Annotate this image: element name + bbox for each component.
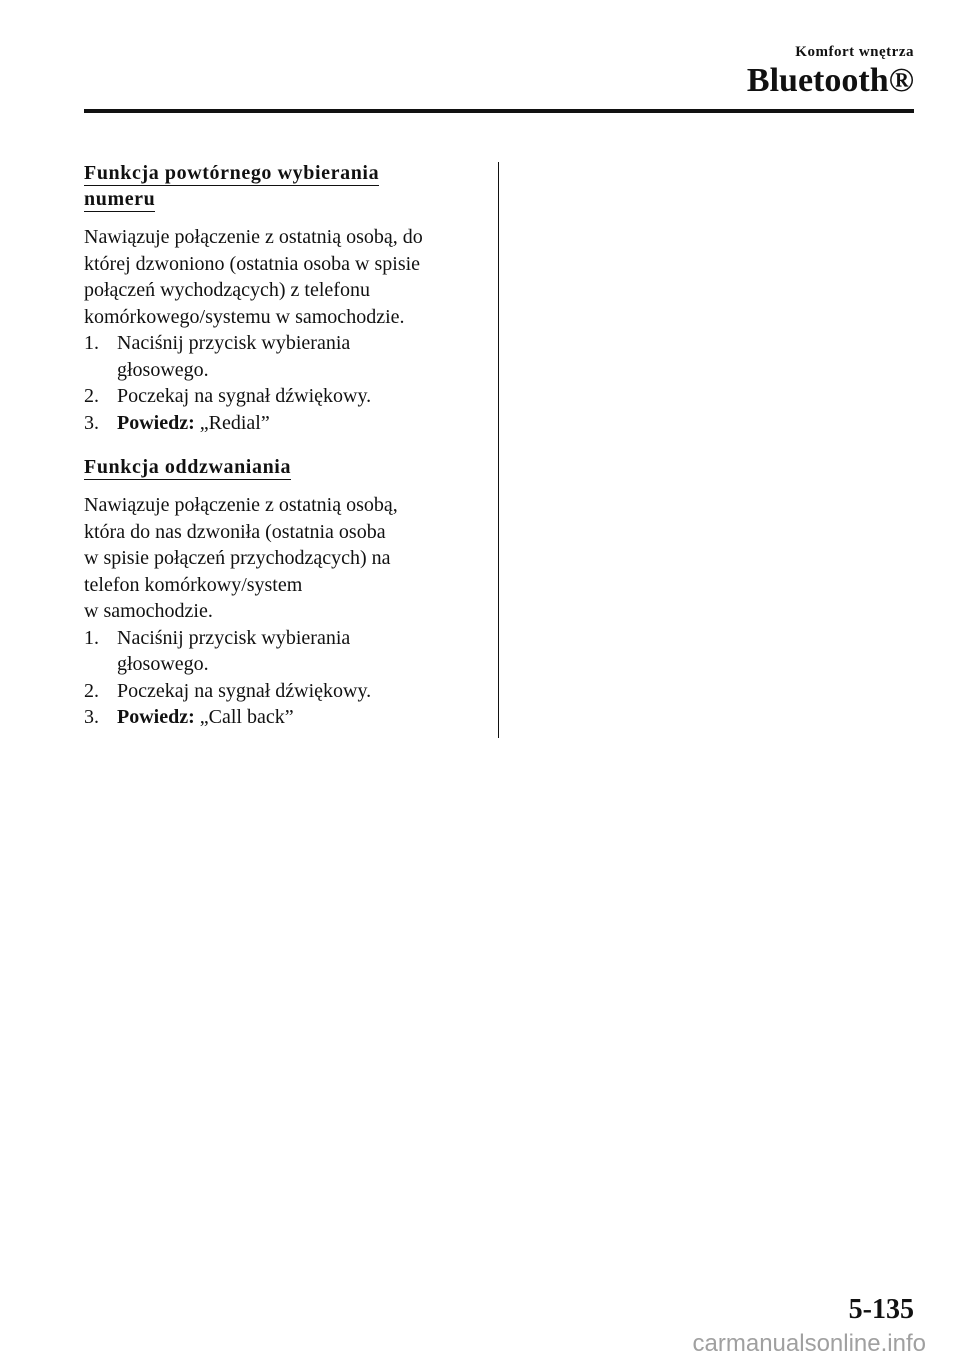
column-divider <box>498 162 499 738</box>
paragraph-line: Nawiązuje połączenie z ostatnią osobą, do <box>84 226 423 248</box>
list-item <box>84 330 484 383</box>
paragraph-line: połączeń wychodzących) z telefonu <box>84 279 370 301</box>
heading-line: Funkcja oddzwaniania <box>84 456 292 478</box>
paragraph-line: Nawiązuje połączenie z ostatnią osobą, <box>84 494 398 516</box>
step-text <box>117 410 484 437</box>
section-redial <box>84 160 484 436</box>
step-number: 2. <box>84 385 99 407</box>
heading-line: numeru <box>84 188 156 210</box>
section-gap <box>84 436 484 454</box>
left-column <box>84 160 484 731</box>
paragraph-line: która do nas dzwoniła (ostatnia osoba <box>84 520 386 543</box>
section-description <box>84 492 484 625</box>
header-section-label: Komfort wnętrza <box>795 44 914 60</box>
step-text: Poczekaj na sygnał dźwiękowy. <box>117 679 372 702</box>
step-number: 3. <box>84 411 99 434</box>
paragraph-line: komórkowego/systemu w samochodzie. <box>84 305 405 328</box>
paragraph-line: której dzwoniono (ostatnia osoba w spisie <box>84 252 421 275</box>
step-keyword: Powiedz: <box>117 411 195 434</box>
step-list <box>84 330 484 436</box>
page-title: Bluetooth® <box>746 62 914 99</box>
step-number: 2. <box>84 679 99 702</box>
header-rule <box>84 109 914 113</box>
watermark: carmanualsonline.info <box>692 1330 926 1357</box>
heading-line: Funkcja powtórnego wybierania <box>84 162 380 184</box>
step-text: Naciśnij przycisk wybierania <box>117 332 351 354</box>
step-text: głosowego. <box>117 358 209 381</box>
step-number: 3. <box>84 706 99 728</box>
step-text: Poczekaj na sygnał dźwiękowy. <box>117 385 372 407</box>
page-number: 5-135 <box>848 1294 914 1325</box>
step-text: głosowego. <box>117 653 209 675</box>
step-text <box>117 704 484 731</box>
paragraph-line: w spisie połączeń przychodzących) na <box>84 547 391 569</box>
list-item <box>84 625 484 678</box>
step-keyword: Powiedz: <box>117 706 195 728</box>
list-item <box>84 678 484 705</box>
section-heading <box>84 454 484 480</box>
section-description <box>84 224 484 330</box>
section-call-back <box>84 454 484 731</box>
list-item <box>84 704 484 731</box>
step-number: 1. <box>84 332 99 354</box>
voice-command: „Call back” <box>194 706 294 728</box>
voice-command: „Redial” <box>194 411 270 434</box>
step-text: Naciśnij przycisk wybierania <box>117 626 351 649</box>
step-number: 1. <box>84 626 99 649</box>
list-item <box>84 410 484 437</box>
section-heading <box>84 160 484 212</box>
step-list <box>84 625 484 731</box>
list-item <box>84 383 484 410</box>
paragraph-line: w samochodzie. <box>84 600 213 622</box>
paragraph-line: telefon komórkowy/system <box>84 573 303 596</box>
